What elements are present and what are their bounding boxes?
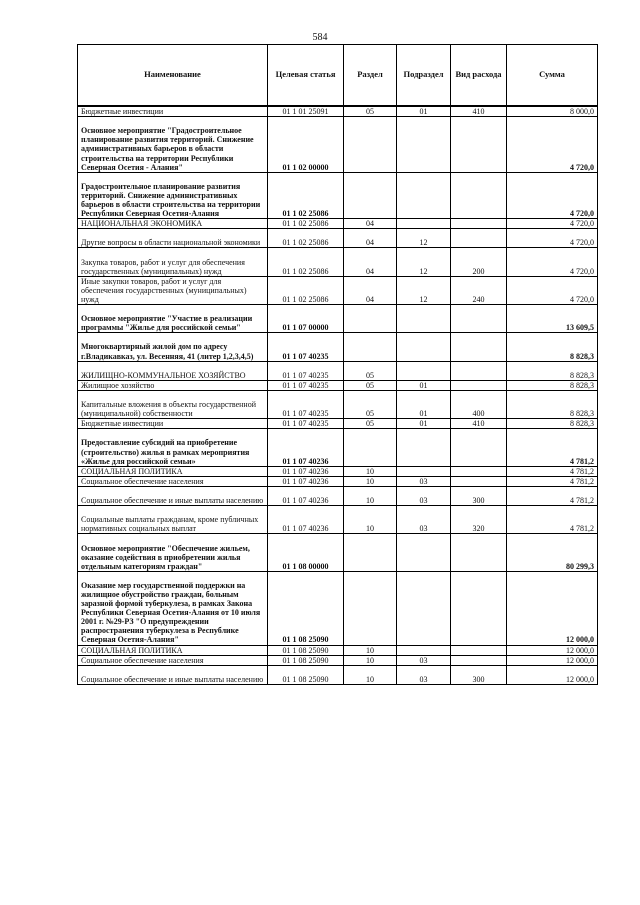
row-section: 10 [344,476,397,486]
row-target: 01 1 08 25090 [268,665,344,684]
row-sum: 4 720,0 [507,219,598,229]
row-target: 01 1 08 00000 [268,534,344,571]
row-target: 01 1 07 00000 [268,305,344,333]
row-subsection: 03 [397,506,451,534]
row-name: Предоставление субсидий на приобретение (строительство) жилья в рамках мероприятия «Жилье для российской семьи» [78,429,268,466]
row-target: 01 1 07 40236 [268,476,344,486]
row-section: 05 [344,380,397,390]
row-name: Градостроительное планирование развития территорий. Снижение административных барьеров в области строительства на территории Республики Северная Осетия-Алания [78,172,268,219]
row-sum: 8 828,3 [507,361,598,380]
header-sum: Сумма [507,45,598,107]
row-sum: 4 781,2 [507,486,598,505]
row-target: 01 1 07 40235 [268,333,344,361]
row-target: 01 1 02 25086 [268,229,344,248]
row-expense-type [451,333,507,361]
row-expense-type [451,655,507,665]
table-row [78,665,598,684]
row-target: 01 1 08 25090 [268,655,344,665]
row-name: Основное мероприятие "Обеспечение жильем, оказание содействия в приобретении жилья отдельным категориям граждан" [78,534,268,571]
table-body [78,106,598,684]
table-row [78,466,598,476]
row-target: 01 1 02 00000 [268,117,344,173]
row-subsection: 03 [397,665,451,684]
table-row [78,645,598,655]
row-name: Жилищное хозяйство [78,380,268,390]
row-subsection: 03 [397,486,451,505]
row-expense-type [451,429,507,466]
row-name: Социальное обеспечение населения [78,655,268,665]
row-name: СОЦИАЛЬНАЯ ПОЛИТИКА [78,466,268,476]
row-name: Многоквартирный жилой дом по адресу г.Владикавказ, ул. Весенняя, 41 (литер 1,2,3,4,5) [78,333,268,361]
row-sum: 12 000,0 [507,665,598,684]
row-subsection: 12 [397,229,451,248]
row-subsection: 03 [397,655,451,665]
row-sum: 4 720,0 [507,117,598,173]
row-sum: 12 000,0 [507,571,598,645]
row-section [344,534,397,571]
row-section [344,172,397,219]
table-row [78,361,598,380]
row-target: 01 1 02 25086 [268,248,344,276]
row-subsection: 03 [397,476,451,486]
row-name: Оказание мер государственной поддержки на жилищное обустройство граждан, больным заразной формой туберкулеза, в рамках Закона Республики Северная Осетия-Алания от 10 июля 2001 г. №29-РЗ "О предупреждении распространения туберкулеза в Республике Северная Осетия-Алания" [78,571,268,645]
table-row [78,390,598,418]
row-target: 01 1 07 40235 [268,390,344,418]
row-expense-type: 410 [451,419,507,429]
table-row [78,506,598,534]
row-subsection [397,429,451,466]
row-sum: 13 609,5 [507,305,598,333]
row-name: Основное мероприятие "Градостроительное планирование развития территорий. Снижение административных барьеров в области строительства на территории Республики Северная Осетия - Алания" [78,117,268,173]
row-expense-type: 320 [451,506,507,534]
row-subsection: 01 [397,380,451,390]
row-name: Социальные выплаты гражданам, кроме публичных нормативных социальных выплат [78,506,268,534]
table-row [78,486,598,505]
row-target: 01 1 07 40235 [268,361,344,380]
row-section: 10 [344,466,397,476]
row-expense-type [451,361,507,380]
row-subsection [397,333,451,361]
row-name: Иные закупки товаров, работ и услуг для обеспечения государственных (муниципальных) нужд [78,276,268,304]
row-subsection [397,219,451,229]
row-sum: 12 000,0 [507,655,598,665]
table-row [78,106,598,117]
row-sum: 80 299,3 [507,534,598,571]
row-name: НАЦИОНАЛЬНАЯ ЭКОНОМИКА [78,219,268,229]
row-expense-type [451,219,507,229]
row-section [344,305,397,333]
row-sum: 4 781,2 [507,429,598,466]
row-name: СОЦИАЛЬНАЯ ПОЛИТИКА [78,645,268,655]
row-subsection: 01 [397,106,451,117]
row-expense-type: 300 [451,486,507,505]
row-target: 01 1 01 25091 [268,106,344,117]
header-name: Наименование [78,45,268,107]
table-header-row [78,45,598,107]
row-section: 04 [344,276,397,304]
row-name: Капитальные вложения в объекты государственной (муниципальной) собственности [78,390,268,418]
row-section: 04 [344,248,397,276]
row-section: 10 [344,486,397,505]
row-subsection [397,361,451,380]
row-name: Основное мероприятие "Участие в реализации программы "Жилье для российской семьи" [78,305,268,333]
row-expense-type: 240 [451,276,507,304]
row-section: 04 [344,219,397,229]
row-sum: 12 000,0 [507,645,598,655]
table-row [78,117,598,173]
row-sum: 4 781,2 [507,466,598,476]
row-name: ЖИЛИЩНО-КОММУНАЛЬНОЕ ХОЗЯЙСТВО [78,361,268,380]
header-target: Целевая статья [268,45,344,107]
row-subsection [397,117,451,173]
row-subsection: 01 [397,419,451,429]
row-section [344,333,397,361]
table-row [78,655,598,665]
table-row [78,419,598,429]
row-name: Бюджетные инвестиции [78,106,268,117]
row-target: 01 1 07 40236 [268,486,344,505]
row-name: Другие вопросы в области национальной экономики [78,229,268,248]
table-row [78,380,598,390]
row-sum: 4 781,2 [507,506,598,534]
row-section: 05 [344,361,397,380]
row-name: Закупка товаров, работ и услуг для обеспечения государственных (муниципальных) нужд [78,248,268,276]
table-row [78,276,598,304]
row-subsection: 12 [397,248,451,276]
row-sum: 4 720,0 [507,248,598,276]
row-target: 01 1 07 40236 [268,466,344,476]
row-section: 05 [344,390,397,418]
row-sum: 4 720,0 [507,172,598,219]
row-subsection [397,305,451,333]
row-section: 10 [344,506,397,534]
row-target: 01 1 02 25086 [268,172,344,219]
row-expense-type [451,380,507,390]
row-target: 01 1 07 40235 [268,419,344,429]
row-section: 05 [344,106,397,117]
page-number: 584 [312,32,328,43]
row-sum: 4 720,0 [507,229,598,248]
row-expense-type: 200 [451,248,507,276]
header-expense-type: Вид расхода [451,45,507,107]
row-target: 01 1 02 25086 [268,276,344,304]
row-section [344,571,397,645]
row-section [344,117,397,173]
table-row [78,305,598,333]
row-section: 10 [344,645,397,655]
row-sum: 8 828,3 [507,419,598,429]
row-section: 10 [344,655,397,665]
budget-table [77,44,598,685]
row-subsection [397,645,451,655]
row-section: 05 [344,419,397,429]
row-expense-type [451,645,507,655]
row-subsection [397,172,451,219]
row-sum: 8 828,3 [507,333,598,361]
row-name: Бюджетные инвестиции [78,419,268,429]
row-target: 01 1 07 40235 [268,380,344,390]
row-sum: 8 000,0 [507,106,598,117]
table-row [78,429,598,466]
row-sum: 4 781,2 [507,476,598,486]
row-expense-type: 400 [451,390,507,418]
table-row [78,172,598,219]
row-subsection: 12 [397,276,451,304]
row-target: 01 1 08 25090 [268,645,344,655]
row-subsection [397,571,451,645]
row-subsection [397,534,451,571]
row-name: Социальное обеспечение и иные выплаты населению [78,665,268,684]
table-row [78,229,598,248]
table-row [78,333,598,361]
row-expense-type [451,571,507,645]
table-row [78,534,598,571]
row-target: 01 1 07 40236 [268,429,344,466]
row-subsection [397,466,451,476]
row-expense-type [451,229,507,248]
row-expense-type [451,534,507,571]
row-expense-type [451,117,507,173]
row-expense-type: 410 [451,106,507,117]
table-row [78,476,598,486]
row-subsection: 01 [397,390,451,418]
row-expense-type [451,172,507,219]
row-name: Социальное обеспечение и иные выплаты населению [78,486,268,505]
row-sum: 8 828,3 [507,380,598,390]
row-target: 01 1 02 25086 [268,219,344,229]
row-expense-type [451,476,507,486]
row-name: Социальное обеспечение населения [78,476,268,486]
table-row [78,248,598,276]
row-expense-type: 300 [451,665,507,684]
row-expense-type [451,466,507,476]
table-row [78,571,598,645]
row-section: 10 [344,665,397,684]
row-section: 04 [344,229,397,248]
row-expense-type [451,305,507,333]
row-section [344,429,397,466]
header-subsection: Подраздел [397,45,451,107]
row-target: 01 1 07 40236 [268,506,344,534]
header-section: Раздел [344,45,397,107]
table-row [78,219,598,229]
row-target: 01 1 08 25090 [268,571,344,645]
row-sum: 4 720,0 [507,276,598,304]
row-sum: 8 828,3 [507,390,598,418]
